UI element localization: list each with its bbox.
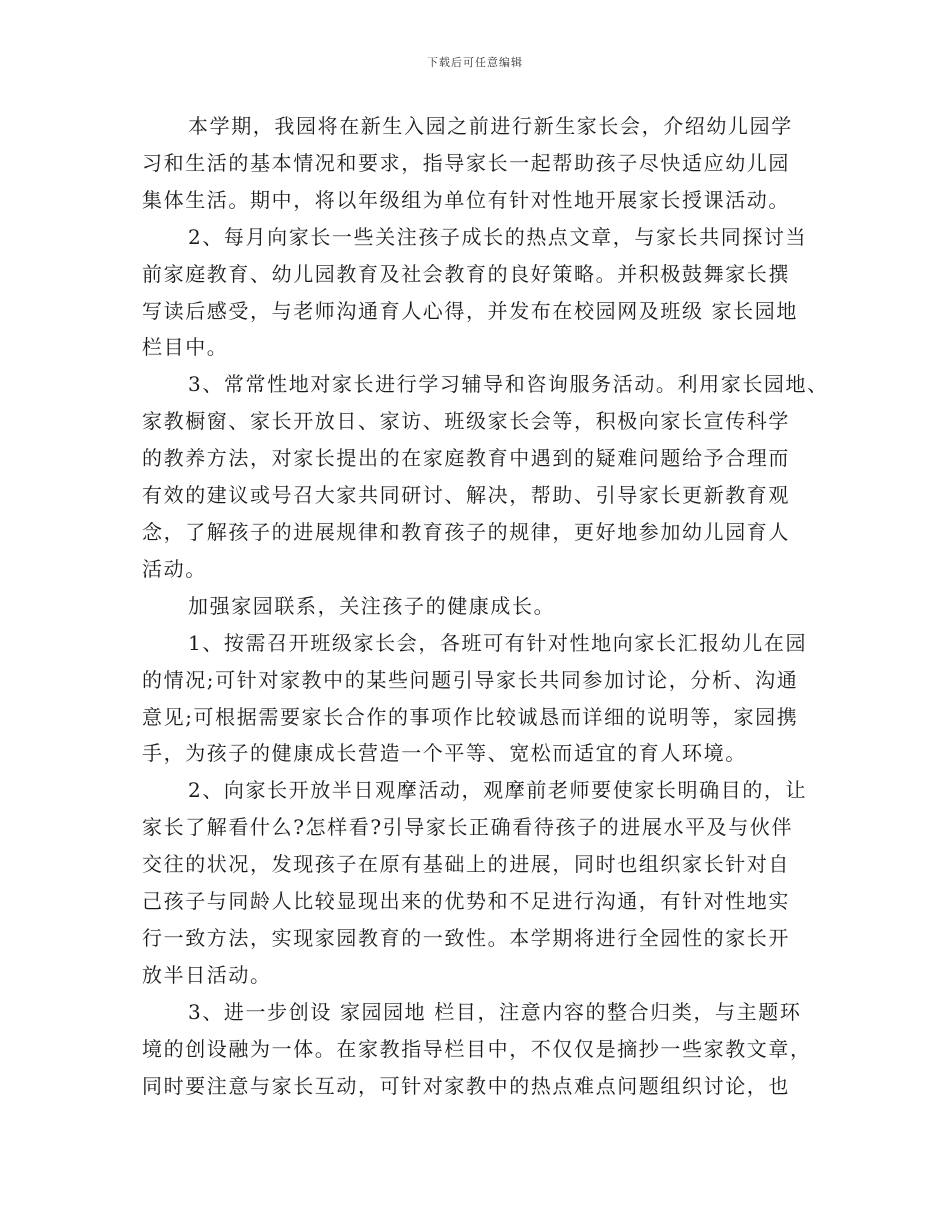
paragraph-line: 1、按需召开班级家长会，各班可有针对性地向家长汇报幼儿在园 — [188, 630, 808, 655]
paragraph-line: 写读后感受，与老师沟通育人心得，并发布在校园网及班级 家长园地 — [142, 298, 798, 323]
paragraph-line: 栏目中。 — [142, 335, 229, 360]
paragraph-line: 的教养方法，对家长提出的在家庭教育中遇到的疑难问题给予合理而 — [142, 446, 790, 471]
paragraph-line: 意见;可根据需要家长合作的事项作比较诚恳而详细的说明等，家园携 — [142, 704, 799, 729]
paragraph-line: 念，了解孩子的进展规律和教育孩子的规律，更好地参加幼儿园育人 — [142, 519, 790, 544]
paragraph — [142, 625, 822, 773]
paragraph-line: 集体生活。期中，将以年级组为单位有针对性地开展家长授课活动。 — [142, 187, 790, 212]
page-header: 下载后可任意编辑 — [427, 56, 523, 69]
paragraph — [142, 772, 822, 993]
paragraph-line: 2、每月向家长一些关注孩子成长的热点文章，与家长共同探讨当 — [188, 224, 808, 249]
paragraph — [142, 219, 822, 367]
paragraph-line: 习和生活的基本情况和要求，指导家长一起帮助孩子尽快适应幼儿园 — [142, 150, 790, 175]
paragraph-line: 的情况;可针对家教中的某些问题引导家长共同参加讨论，分析、沟通 — [142, 667, 799, 692]
paragraph — [142, 108, 822, 219]
paragraph-line: 3、常常性地对家长进行学习辅导和咨询服务活动。利用家长园地、 — [188, 372, 829, 397]
paragraph-line: 本学期，我园将在新生入园之前进行新生家长会，介绍幼儿园学 — [188, 114, 793, 138]
paragraph — [142, 366, 829, 587]
paragraph-line: 同时要注意与家长互动，可针对家教中的热点难点问题组织讨论，也 — [142, 1073, 790, 1098]
paragraph-line: 己孩子与同龄人比较显现出来的优势和不足进行沟通，有针对性地实 — [142, 889, 790, 914]
paragraph-line: 加强家园联系，关注孩子的健康成长。 — [188, 593, 556, 618]
paragraph — [142, 994, 822, 1105]
paragraph-line: 活动。 — [142, 556, 207, 581]
paragraph-line: 境的创设融为一体。在家教指导栏目中，不仅仅是摘抄一些家教文章， — [142, 1036, 812, 1061]
paragraph-line: 放半日活动。 — [142, 962, 272, 987]
paragraph-line: 2、向家长开放半日观摩活动，观摩前老师要使家长明确目的，让 — [188, 778, 808, 803]
paragraph-line: 家教橱窗、家长开放日、家访、班级家长会等，积极向家长宣传科学 — [142, 409, 790, 434]
document-body — [142, 108, 829, 1104]
paragraph-line: 有效的建议或号召大家共同研讨、解决，帮助、引导家长更新教育观 — [142, 483, 790, 508]
paragraph-line: 家长了解看什么?怎样看?引导家长正确看待孩子的进展水平及与伙伴 — [142, 815, 794, 840]
paragraph-line: 前家庭教育、幼儿园教育及社会教育的良好策略。并积极鼓舞家长撰 — [142, 261, 790, 286]
paragraph-line: 行一致方法，实现家园教育的一致性。本学期将进行全园性的家长开 — [142, 925, 790, 950]
paragraph-line: 3、进一步创设 家园园地 栏目，注意内容的整合归类，与主题环 — [188, 999, 802, 1024]
paragraph-line: 交往的状况，发现孩子在原有基础上的进展，同时也组织家长针对自 — [142, 852, 790, 877]
paragraph — [142, 588, 822, 625]
paragraph-line: 手，为孩子的健康成长营造一个平等、宽松而适宜的育人环境。 — [142, 741, 747, 766]
